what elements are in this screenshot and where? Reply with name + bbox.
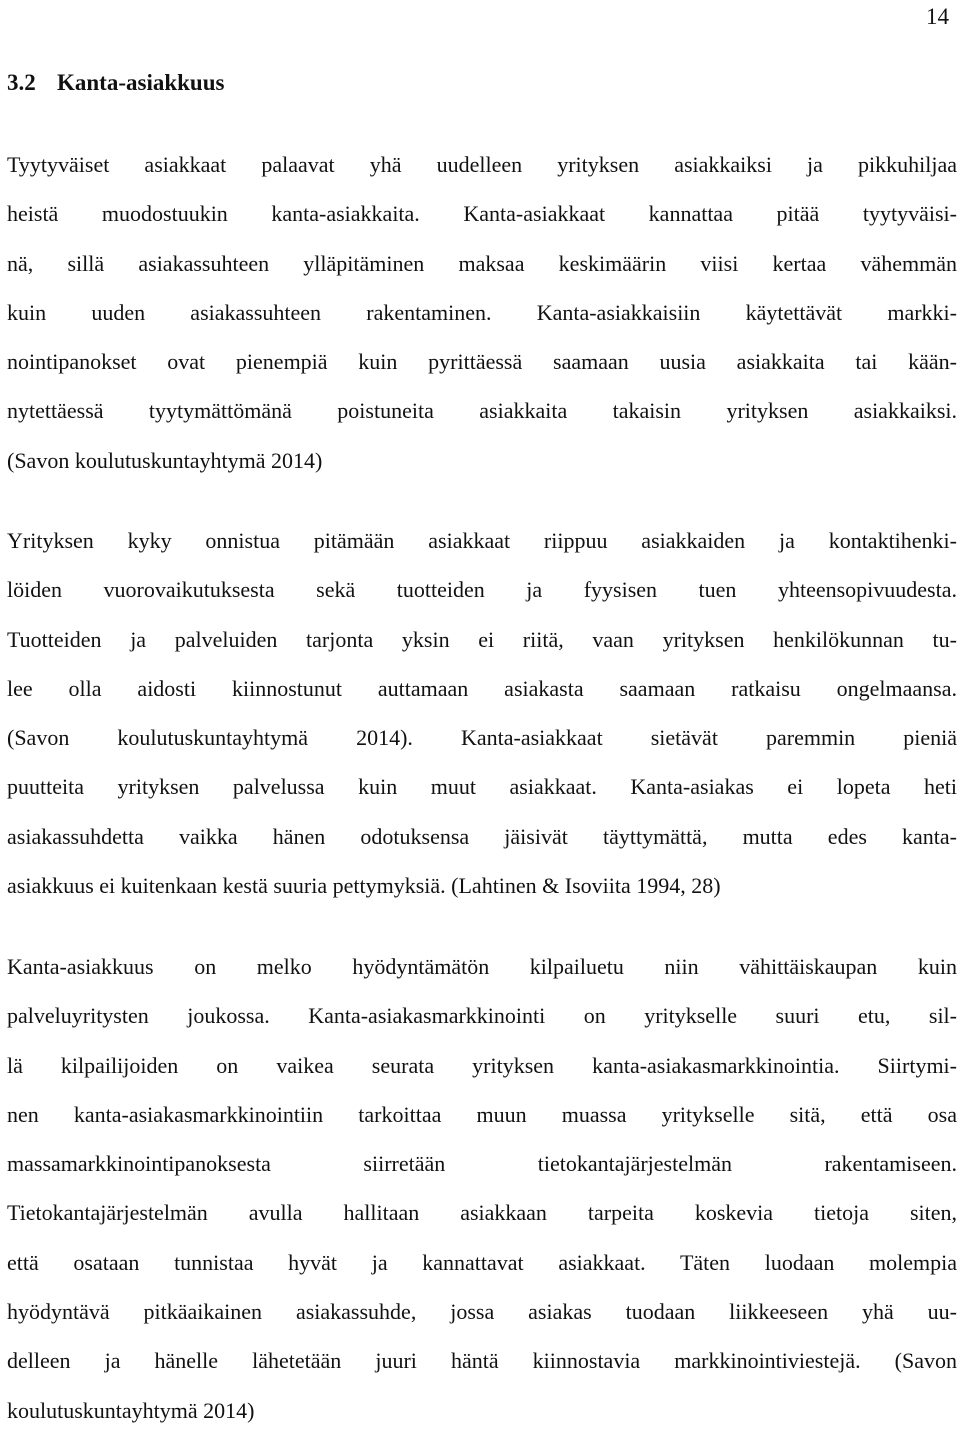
text-line: (Savon koulutuskuntayhtymä 2014). Kanta-asiakkaat sietävät paremmin pieniä xyxy=(7,725,957,751)
paragraph-1 xyxy=(7,140,957,485)
section-number: 3.2 xyxy=(7,70,36,95)
text-line: nen kanta-asiakasmarkkinointiin tarkoittaa muun muassa yritykselle sitä, että osa xyxy=(7,1101,957,1127)
text-line: palveluyritysten joukossa. Kanta-asiakasmarkkinointi on yritykselle suuri etu, sil- xyxy=(7,1003,957,1029)
text-line: massamarkkinointipanoksesta siirretään tietokantajärjestelmän rakentamiseen. xyxy=(7,1151,957,1177)
text-line: nointipanokset ovat pienempiä kuin pyrittäessä saamaan uusia asiakkaita tai kään- xyxy=(7,349,957,375)
text-line: Tietokantajärjestelmän avulla hallitaan asiakkaan tarpeita koskevia tietoja siten, xyxy=(7,1200,957,1226)
text-line: heistä muodostuukin kanta-asiakkaita. Kanta-asiakkaat kannattaa pitää tyytyväisi- xyxy=(7,201,957,227)
text-line: delleen ja hänelle lähetetään juuri häntä kiinnostavia markkinointiviestejä. (Savon xyxy=(7,1348,957,1374)
text-line: puutteita yrityksen palvelussa kuin muut asiakkaat. Kanta-asiakas ei lopeta heti xyxy=(7,774,957,800)
paragraph-3 xyxy=(7,942,957,1435)
section-heading xyxy=(7,68,224,98)
text-line: nä, sillä asiakassuhteen ylläpitäminen maksaa keskimäärin viisi kertaa vähemmän xyxy=(7,250,957,276)
text-line: nytettäessä tyytymättömänä poistuneita asiakkaita takaisin yrityksen asiakkaiksi. xyxy=(7,398,957,424)
text-line: Tyytyväiset asiakkaat palaavat yhä uudelleen yrityksen asiakkaiksi ja pikkuhiljaa xyxy=(7,152,957,177)
text-line: Kanta-asiakkuus on melko hyödyntämätön kilpailuetu niin vähittäiskaupan kuin xyxy=(7,954,957,979)
text-line: lee olla aidosti kiinnostunut auttamaan asiakasta saamaan ratkaisu ongelmaansa. xyxy=(7,675,957,701)
text-line: koulutuskuntayhtymä 2014) xyxy=(7,1397,255,1423)
text-line: Tuotteiden ja palveluiden tarjonta yksin ei riitä, vaan yrityksen henkilökunnan tu- xyxy=(7,626,957,652)
text-line: että osataan tunnistaa hyvät ja kannattavat asiakkaat. Täten luodaan molempia xyxy=(7,1249,957,1275)
text-line: asiakassuhdetta vaikka hänen odotuksensa jäisivät täyttymättä, mutta edes kanta- xyxy=(7,823,957,849)
section-title: Kanta-asiakkuus xyxy=(57,70,225,95)
page-number: 14 xyxy=(926,4,949,29)
text-line: löiden vuorovaikutuksesta sekä tuotteiden ja fyysisen tuen yhteensopivuudesta. xyxy=(7,577,957,603)
text-line: Yrityksen kyky onnistua pitämään asiakkaat riippuu asiakkaiden ja kontaktihenki- xyxy=(7,528,957,553)
text-line: lä kilpailijoiden on vaikea seurata yrityksen kanta-asiakasmarkkinointia. Siirtymi- xyxy=(7,1052,957,1078)
paragraph-2 xyxy=(7,516,957,910)
text-line: (Savon koulutuskuntayhtymä 2014) xyxy=(7,447,323,473)
text-line: asiakkuus ei kuitenkaan kestä suuria pettymyksiä. (Lahtinen & Isoviita 1994, 28) xyxy=(7,873,721,899)
text-line: kuin uuden asiakassuhteen rakentaminen. Kanta-asiakkaisiin käytettävät markki- xyxy=(7,299,957,325)
text-line: hyödyntävä pitkäaikainen asiakassuhde, jossa asiakas tuodaan liikkeeseen yhä uu- xyxy=(7,1299,957,1325)
